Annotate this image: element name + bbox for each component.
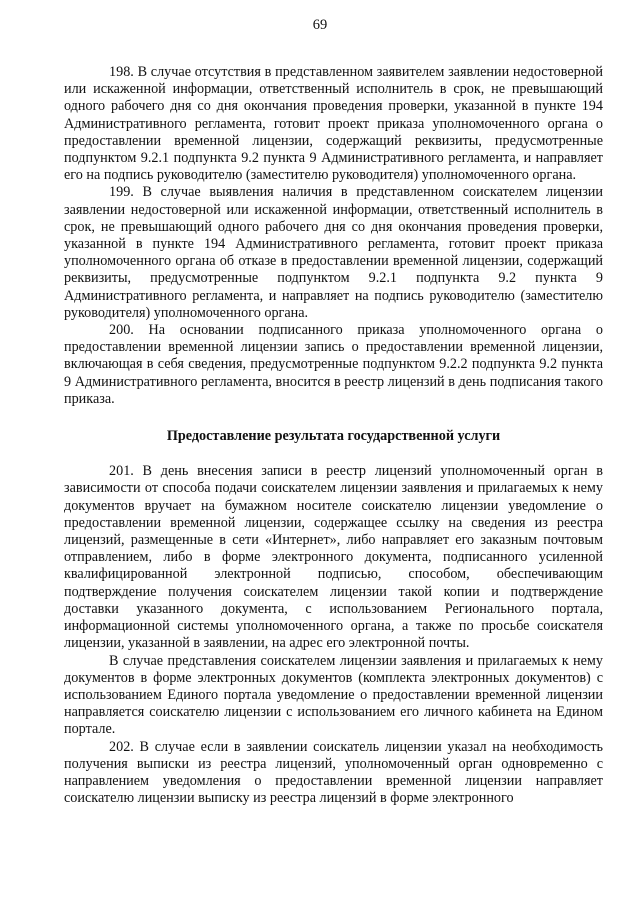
paragraph-198: 198. В случае отсутствия в представленном заявителем заявлении недостоверной или искаженной информации, ответственный исполнитель в срок, не превышающий одного рабочего дня со дня окончания проведения проверки, указанной в пункте 194 Административного регламента, готовит проект приказа уполномоченного органа о предоставлении временной лицензии, содержащий реквизиты, предусмотренные подпунктом 9.2.1 подпункта 9.2 пункта 9 Административного регламента, и направляет его на подпись руководителю (заместителю руководителя) уполномоченного органа. <box>64 64 603 184</box>
paragraph-199: 199. В случае выявления наличия в представленном соискателем лицензии заявлении недостоверной или искаженной информации, ответственный исполнитель в срок, не превышающий одного рабочего дня со дня окончания проведения проверки, указанной в пункте 194 Административного регламента, готовит проект приказа уполномоченного органа об отказе в предоставлении временной лицензии, содержащий реквизиты, предусмотренные подпунктом 9.2.1 подпункта 9.2 пункта 9 Административного регламента, и направляет на подпись руководителю (заместителю руководителя) уполномоченного органа. <box>64 184 603 321</box>
paragraph-201: 201. В день внесения записи в реестр лицензий уполномоченный орган в зависимости от способа подачи соискателем лицензии заявления и прилагаемых к нему документов вручает на бумажном носителе соискателю лицензии уведомление о предоставлении временной лицензии, содержащее ссылку на сведения из реестра лицензий, размещенные в сети «Интернет», либо направляет его заказным почтовым отправлением, либо в форме электронного документа, подписанного усиленной квалифицированной электронной подписью, способом, обеспечивающим подтверждение получения соискателем лицензии такой копии и подтверждение доставки указанного документа, с использованием Регионального портала, информационной системы уполномоченного органа, а также по просьбе соискателя лицензии, указанной в заявлении, на адрес его электронной почты. <box>64 463 603 652</box>
page-number: 69 <box>312 17 328 33</box>
paragraph-200: 200. На основании подписанного приказа уполномоченного органа о предоставлении временной лицензии запись о предоставлении временной лицензии, включающая в себя сведения, предусмотренные подпунктом 9.2.2 подпункта 9.2 пункта 9 Административного регламента, вносится в реестр лицензий в день подписания такого приказа. <box>64 322 603 407</box>
page-body <box>64 64 603 807</box>
paragraph-202: 202. В случае если в заявлении соискатель лицензии указал на необходимость получения выписки из реестра лицензий, уполномоченный орган одновременно с направлением уведомления о предоставлении временной лицензии направляет соискателю лицензии выписку из реестра лицензий в форме электронного <box>64 738 603 807</box>
section-heading: Предоставление результата государственной услуги <box>166 428 501 445</box>
paragraph-201-continued: В случае представления соискателем лицензии заявления и прилагаемых к нему документов в форме электронных документов (комплекта электронных документов) с использованием Единого портала уведомление о предоставлении временной лицензии направляется соискателю лицензии с использованием его личного кабинета на Едином портале. <box>64 652 603 738</box>
